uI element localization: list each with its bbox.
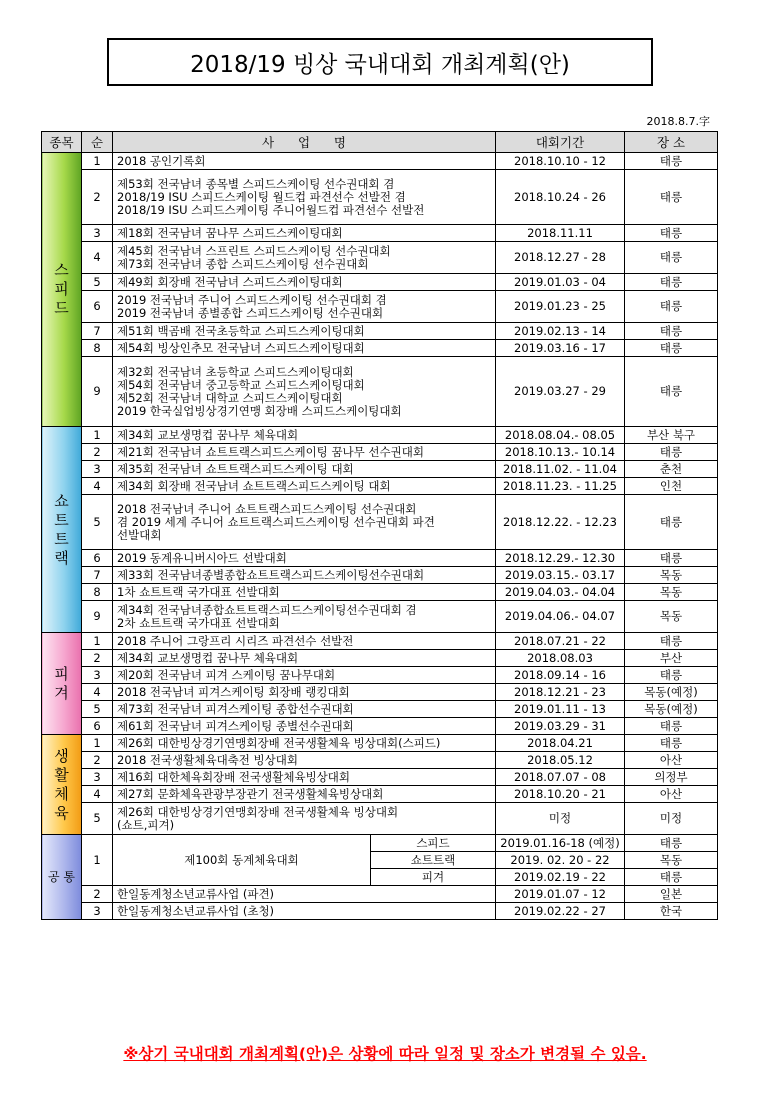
event-place: 목동 — [625, 601, 718, 633]
event-name: 2019 동계유니버시아드 선발대회 — [113, 550, 496, 567]
event-period: 2019.03.15.- 03.17 — [496, 567, 625, 584]
category-cell — [42, 427, 82, 633]
category-label: 생활체육 — [54, 746, 69, 822]
event-period: 2018.10.20 - 21 — [496, 786, 625, 803]
event-place: 아산 — [625, 786, 718, 803]
event-period: 2018.11.23. - 11.25 — [496, 478, 625, 495]
table-row — [42, 650, 718, 667]
table-row — [42, 633, 718, 650]
event-period: 2019.03.16 - 17 — [496, 340, 625, 357]
table-row — [42, 242, 718, 274]
event-place: 태릉 — [625, 718, 718, 735]
table-row — [42, 786, 718, 803]
event-name: 제53회 전국남녀 종목별 스피드스케이팅 선수권대회 겸 2018/19 ISU 스피드스케이팅 월드컵 파견선수 선발전 겸 2018/19 ISU 스피드스케이팅 주니어월드컵 파견선수 선발전 — [113, 170, 496, 225]
event-period: 2019.04.03.- 04.04 — [496, 584, 625, 601]
event-place: 태릉 — [625, 340, 718, 357]
row-number: 6 — [82, 718, 113, 735]
category-cell — [42, 735, 82, 835]
sub-event-name: 스피드 — [371, 835, 496, 852]
event-name: 제32회 전국남녀 초등학교 스피드스케이팅대회 제54회 전국남녀 중고등학교 스피드스케이팅대회 제52회 전국남녀 대학교 스피드스케이팅대회 2019 한국실업빙상경기연맹 회장배 스피드스케이팅대회 — [113, 357, 496, 427]
row-number: 3 — [82, 903, 113, 920]
table-row — [42, 170, 718, 225]
event-period: 2019.02.19 - 22 — [496, 869, 625, 886]
event-place: 태릉 — [625, 735, 718, 752]
event-name: 제34회 교보생명컵 꿈나무 체육대회 — [113, 650, 496, 667]
table-row — [42, 340, 718, 357]
event-period: 2019.01.23 - 25 — [496, 291, 625, 323]
event-name: 제20회 전국남녀 피겨 스케이팅 꿈나무대회 — [113, 667, 496, 684]
event-name: 제49회 회장배 전국남녀 스피드스케이팅대회 — [113, 274, 496, 291]
event-period: 2019.01.11 - 13 — [496, 701, 625, 718]
table-row — [42, 427, 718, 444]
row-number: 5 — [82, 274, 113, 291]
table-row — [42, 461, 718, 478]
event-place: 태릉 — [625, 170, 718, 225]
event-place: 미정 — [625, 803, 718, 835]
row-number: 9 — [82, 357, 113, 427]
event-period: 2019.01.16-18 (예정) — [496, 835, 625, 852]
table-row — [42, 803, 718, 835]
event-place: 태릉 — [625, 357, 718, 427]
row-number: 4 — [82, 478, 113, 495]
event-period: 2018.07.21 - 22 — [496, 633, 625, 650]
table-row — [42, 550, 718, 567]
event-period: 2018.10.13.- 10.14 — [496, 444, 625, 461]
event-period: 2018.12.22. - 12.23 — [496, 495, 625, 550]
table-row — [42, 357, 718, 427]
event-place: 일본 — [625, 886, 718, 903]
table-row — [42, 584, 718, 601]
event-period: 2018.08.04.- 08.05 — [496, 427, 625, 444]
event-name: 제100회 동계체육대회 — [113, 835, 371, 886]
event-period: 미정 — [496, 803, 625, 835]
event-place: 태릉 — [625, 274, 718, 291]
event-period: 2018.07.07 - 08 — [496, 769, 625, 786]
header-event: 사 업 명 — [113, 132, 496, 153]
event-name: 제26회 대한빙상경기연맹회장배 전국생활체육 빙상대회(스피드) — [113, 735, 496, 752]
row-number: 5 — [82, 495, 113, 550]
event-period: 2018.12.27 - 28 — [496, 242, 625, 274]
event-name: 제45회 전국남녀 스프린트 스피드스케이팅 선수권대회 제73회 전국남녀 종합 스피드스케이팅 선수권대회 — [113, 242, 496, 274]
event-place: 한국 — [625, 903, 718, 920]
table-row — [42, 153, 718, 170]
row-number: 8 — [82, 340, 113, 357]
table-row — [42, 323, 718, 340]
row-number: 4 — [82, 684, 113, 701]
event-name: 1차 쇼트트랙 국가대표 선발대회 — [113, 584, 496, 601]
row-number: 1 — [82, 153, 113, 170]
event-period: 2018.08.03 — [496, 650, 625, 667]
sub-event-name: 피겨 — [371, 869, 496, 886]
row-number: 3 — [82, 461, 113, 478]
event-period: 2018.10.24 - 26 — [496, 170, 625, 225]
event-place: 태릉 — [625, 225, 718, 242]
table-row — [42, 495, 718, 550]
footnote: ※상기 국내대회 개최계획(안)은 상황에 따라 일정 및 장소가 변경될 수 있음. — [123, 1045, 647, 1063]
event-period: 2019.02.13 - 14 — [496, 323, 625, 340]
event-period: 2018.12.29.- 12.30 — [496, 550, 625, 567]
event-name: 제16회 대한체육회장배 전국생활체육빙상대회 — [113, 769, 496, 786]
event-place: 목동 — [625, 567, 718, 584]
event-period: 2018.12.21 - 23 — [496, 684, 625, 701]
page-title: 2018/19 빙상 국내대회 개최계획(안) — [190, 51, 570, 78]
row-number: 2 — [82, 752, 113, 769]
table-row — [42, 769, 718, 786]
table-row — [42, 886, 718, 903]
event-name: 2018 공인기록회 — [113, 153, 496, 170]
event-name: 제61회 전국남녀 피겨스케이팅 종별선수권대회 — [113, 718, 496, 735]
row-number: 7 — [82, 567, 113, 584]
event-name: 제54회 빙상인추모 전국남녀 스피드스케이팅대회 — [113, 340, 496, 357]
row-number: 7 — [82, 323, 113, 340]
table-header-row — [42, 132, 718, 153]
event-place: 목동(예정) — [625, 701, 718, 718]
row-number: 5 — [82, 803, 113, 835]
row-number: 2 — [82, 170, 113, 225]
event-period: 2018.09.14 - 16 — [496, 667, 625, 684]
table-row — [42, 291, 718, 323]
table-row — [42, 225, 718, 242]
event-period: 2019.02.22 - 27 — [496, 903, 625, 920]
event-period: 2018.10.10 - 12 — [496, 153, 625, 170]
event-place: 태릉 — [625, 835, 718, 852]
sub-event-name: 쇼트트랙 — [371, 852, 496, 869]
event-place: 목동(예정) — [625, 684, 718, 701]
event-place: 태릉 — [625, 444, 718, 461]
table-row — [42, 835, 718, 852]
category-label: 피겨 — [54, 664, 69, 702]
row-number: 4 — [82, 786, 113, 803]
event-period: 2018.05.12 — [496, 752, 625, 769]
event-place: 목동 — [625, 852, 718, 869]
event-place: 의정부 — [625, 769, 718, 786]
row-number: 9 — [82, 601, 113, 633]
row-number: 6 — [82, 291, 113, 323]
category-label: 공 통 — [48, 870, 75, 884]
event-period: 2019.01.07 - 12 — [496, 886, 625, 903]
event-place: 부산 북구 — [625, 427, 718, 444]
event-place: 태릉 — [625, 323, 718, 340]
event-name: 제34회 전국남녀종합쇼트트랙스피드스케이팅선수권대회 겸 2차 쇼트트랙 국가대표 선발대회 — [113, 601, 496, 633]
row-number: 3 — [82, 225, 113, 242]
event-place: 태릉 — [625, 667, 718, 684]
table-row — [42, 735, 718, 752]
event-place: 아산 — [625, 752, 718, 769]
table-row — [42, 667, 718, 684]
table-row — [42, 903, 718, 920]
event-name: 2018 전국생활체육대축전 빙상대회 — [113, 752, 496, 769]
category-cell — [42, 633, 82, 735]
event-place: 춘천 — [625, 461, 718, 478]
category-cell — [42, 835, 82, 920]
table-row — [42, 701, 718, 718]
event-period: 2018.11.02. - 11.04 — [496, 461, 625, 478]
event-name: 한일동계청소년교류사업 (초청) — [113, 903, 496, 920]
event-name: 제51회 백곰배 전국초등학교 스피드스케이팅대회 — [113, 323, 496, 340]
event-period: 2019.01.03 - 04 — [496, 274, 625, 291]
row-number: 2 — [82, 650, 113, 667]
event-name: 제73회 전국남녀 피겨스케이팅 종합선수권대회 — [113, 701, 496, 718]
row-number: 5 — [82, 701, 113, 718]
event-name: 제35회 전국남녀 쇼트트랙스피드스케이팅 대회 — [113, 461, 496, 478]
event-period: 2019.03.29 - 31 — [496, 718, 625, 735]
header-place: 장 소 — [625, 132, 718, 153]
event-place: 부산 — [625, 650, 718, 667]
category-label: 쇼트트랙 — [54, 491, 69, 567]
event-place: 태릉 — [625, 153, 718, 170]
event-place: 태릉 — [625, 633, 718, 650]
table-row — [42, 478, 718, 495]
event-place: 태릉 — [625, 869, 718, 886]
event-place: 목동 — [625, 584, 718, 601]
row-number: 2 — [82, 444, 113, 461]
header-period: 대회기간 — [496, 132, 625, 153]
row-number: 3 — [82, 667, 113, 684]
event-name: 제18회 전국남녀 꿈나무 스피드스케이팅대회 — [113, 225, 496, 242]
event-period: 2019.04.06.- 04.07 — [496, 601, 625, 633]
event-place: 태릉 — [625, 550, 718, 567]
event-place: 태릉 — [625, 242, 718, 274]
row-number: 3 — [82, 769, 113, 786]
title-box — [107, 38, 653, 86]
event-place: 태릉 — [625, 495, 718, 550]
event-name: 제26회 대한빙상경기연맹회장배 전국생활체육 빙상대회 (쇼트,피겨) — [113, 803, 496, 835]
row-number: 4 — [82, 242, 113, 274]
header-no: 순 — [82, 132, 113, 153]
table-row — [42, 752, 718, 769]
row-number: 1 — [82, 427, 113, 444]
event-period: 2019.03.27 - 29 — [496, 357, 625, 427]
row-number: 1 — [82, 633, 113, 650]
event-name: 제34회 회장배 전국남녀 쇼트트랙스피드스케이팅 대회 — [113, 478, 496, 495]
event-name: 제21회 전국남녀 쇼트트랙스피드스케이팅 꿈나무 선수권대회 — [113, 444, 496, 461]
event-name: 2018 주니어 그랑프리 시리즈 파견선수 선발전 — [113, 633, 496, 650]
document-date: 2018.8.7.字 — [646, 115, 710, 128]
category-label: 스피드 — [54, 261, 69, 317]
event-name: 한일동계청소년교류사업 (파견) — [113, 886, 496, 903]
event-place: 태릉 — [625, 291, 718, 323]
row-number: 1 — [82, 835, 113, 886]
table-row — [42, 567, 718, 584]
row-number: 2 — [82, 886, 113, 903]
event-name: 제27회 문화체육관광부장관기 전국생활체육빙상대회 — [113, 786, 496, 803]
table-row — [42, 274, 718, 291]
header-category: 종목 — [42, 132, 82, 153]
category-cell — [42, 153, 82, 427]
event-place: 인천 — [625, 478, 718, 495]
table-row — [42, 444, 718, 461]
schedule-table — [41, 131, 718, 920]
row-number: 6 — [82, 550, 113, 567]
event-period: 2018.11.11 — [496, 225, 625, 242]
event-period: 2018.04.21 — [496, 735, 625, 752]
row-number: 8 — [82, 584, 113, 601]
event-name: 2019 전국남녀 주니어 스피드스케이팅 선수권대회 겸 2019 전국남녀 종별종합 스피드스케이팅 선수권대회 — [113, 291, 496, 323]
event-name: 2018 전국남녀 피겨스케이팅 회장배 랭킹대회 — [113, 684, 496, 701]
event-name: 제34회 교보생명컵 꿈나무 체육대회 — [113, 427, 496, 444]
event-name: 제33회 전국남녀종별종합쇼트트랙스피드스케이팅선수권대회 — [113, 567, 496, 584]
row-number: 1 — [82, 735, 113, 752]
event-name: 2018 전국남녀 주니어 쇼트트랙스피드스케이팅 선수권대회 겸 2019 세계 주니어 쇼트트랙스피드스케이팅 선수권대회 파견 선발대회 — [113, 495, 496, 550]
event-period: 2019. 02. 20 - 22 — [496, 852, 625, 869]
table-row — [42, 684, 718, 701]
table-row — [42, 718, 718, 735]
table-row — [42, 601, 718, 633]
